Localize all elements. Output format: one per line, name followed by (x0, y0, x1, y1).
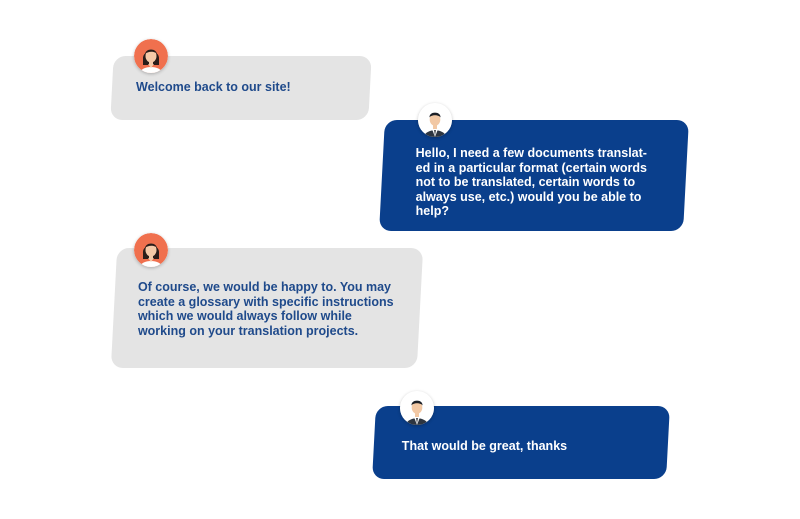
woman-avatar-icon (134, 39, 168, 73)
message-text: That would be great, thanks (401, 439, 568, 453)
woman-avatar-icon (134, 233, 168, 267)
man-avatar-icon (418, 103, 452, 137)
chat-bubble-agent (111, 248, 423, 368)
message-text: Welcome back to our site! (136, 80, 291, 94)
message-text: Hello, I need a few documents translat-ed in a particular format (certain words not to be translated, certain words to always use, etc.) would you be able to help? (415, 146, 647, 218)
chat-bubble-user (379, 120, 689, 231)
message-text: Of course, we would be happy to. You may create a glossary with specific instructions which we would always follow while working on your translation projects. (137, 280, 394, 338)
man-avatar-icon (400, 391, 434, 425)
